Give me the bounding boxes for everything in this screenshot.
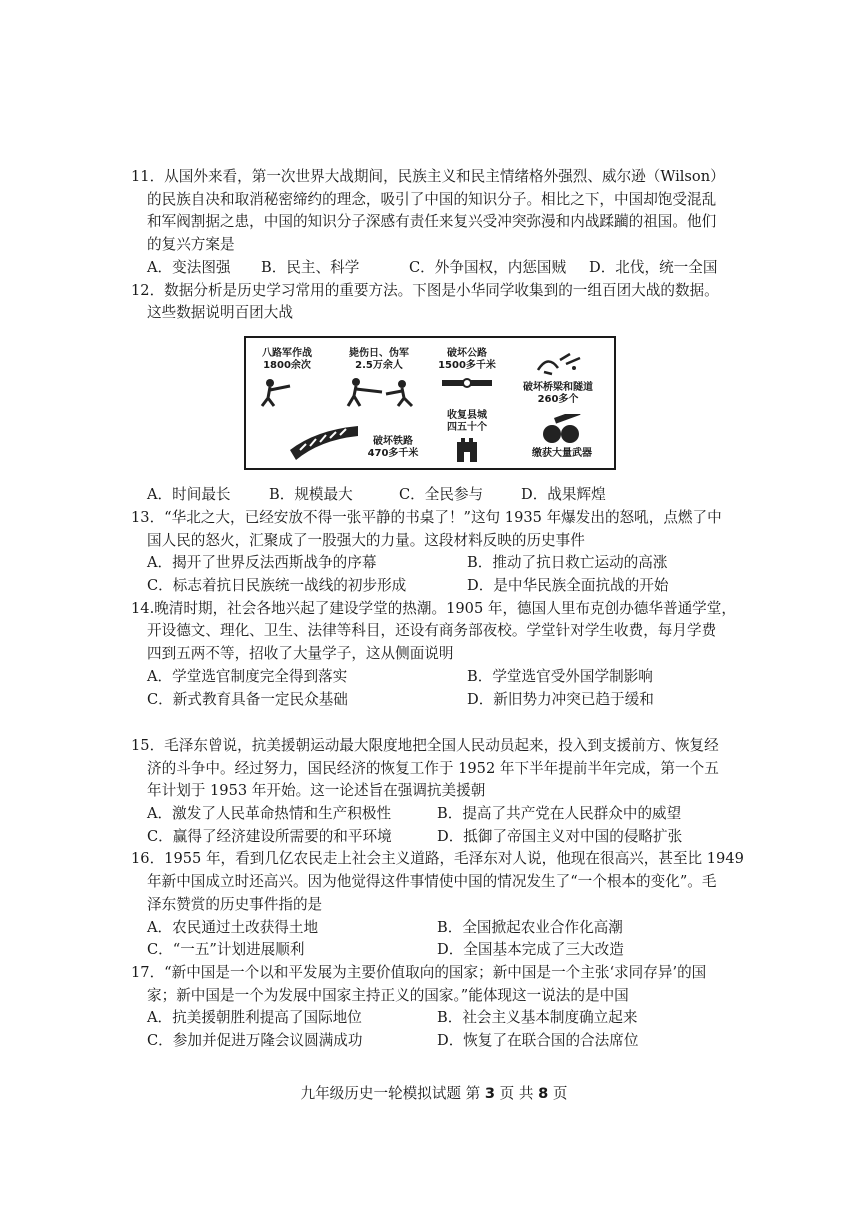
figure-label: [432, 410, 502, 434]
question-stem-line: 14.晚清时期，社会各地兴起了建设学堂的热潮。1905 年，德国人里布克创办德华普通学堂，: [131, 599, 736, 617]
tower-icon: [456, 438, 478, 462]
figure-label: [432, 348, 502, 372]
figure-item-title: 破坏铁路: [373, 436, 413, 447]
option-a[interactable]: A．时间最长: [147, 486, 231, 503]
figure-label: [358, 436, 428, 460]
question-stem-line: 15．毛泽东曾说，抗美援朝运动最大限度地把全国人民动员起来，投入到支援前方、恢复经: [131, 737, 719, 754]
option-c[interactable]: C．全民参与: [399, 486, 484, 503]
figure-item-title: 收复县城: [447, 410, 487, 421]
figure-label: [334, 348, 424, 372]
footer-total-pages: 8: [538, 1085, 549, 1102]
options-row: [131, 917, 741, 940]
figure-item-value: 四五十个: [447, 422, 487, 433]
footer-page-number: 3: [484, 1085, 496, 1102]
option-d[interactable]: D．新旧势力冲突已趋于缓和: [467, 690, 654, 708]
option-a[interactable]: A．抗美援朝胜利提高了国际地位: [147, 1009, 362, 1027]
option-d[interactable]: D．北伐，统一全国: [589, 258, 718, 276]
option-a[interactable]: A．激发了人民革命热情和生产积极性: [147, 805, 392, 823]
options-row: [131, 939, 741, 962]
question-stem-line: 泽东赞赏的历史事件指的是: [147, 895, 323, 913]
figure-item-title: 破坏公路: [447, 348, 487, 359]
option-a[interactable]: A．揭开了世界反法西斯战争的序幕: [147, 554, 377, 572]
figure-label: [514, 448, 610, 460]
option-b[interactable]: B．学堂选官受外国学制影响: [467, 667, 653, 685]
option-b[interactable]: B．提高了共产党在人民群众中的威望: [437, 805, 682, 823]
option-d[interactable]: D．是中华民族全面抗战的开始: [467, 577, 669, 595]
question-stem-line: 四到五两不等，招收了大量学子，这从侧面说明: [147, 645, 454, 663]
option-b[interactable]: B．社会主义基本制度确立起来: [437, 1009, 638, 1027]
figure-item-title: 缴获大量武器: [532, 448, 592, 459]
footer-suffix: 页: [548, 1085, 568, 1102]
question-stem-line: 济的斗争中。经过努力，国民经济的恢复工作于 1952 年下半年提前半年完成，第一个五: [147, 759, 719, 777]
option-a[interactable]: A．学堂选官制度完全得到落实: [147, 667, 348, 685]
option-c[interactable]: C．参加并促进万隆会议圆满成功: [147, 1032, 363, 1050]
figure-item-value: 260多个: [537, 394, 579, 405]
footer-prefix: 九年级历史一轮模拟试题 第: [300, 1085, 485, 1102]
question-stem-line: 年计划于 1953 年开始。这一论述旨在强调抗美援朝: [147, 782, 486, 800]
option-d[interactable]: D．战果辉煌: [521, 486, 606, 503]
figure-label: [252, 348, 322, 372]
option-b[interactable]: B．规模最大: [269, 486, 353, 503]
option-c[interactable]: C．“一五”计划进展顺利: [147, 941, 305, 959]
options-row: [131, 689, 741, 712]
figure-item-value: 1500多千米: [438, 360, 496, 371]
option-b[interactable]: B．推动了抗日救亡运动的高涨: [467, 554, 668, 572]
options-row: [131, 552, 741, 575]
figure-item-title: 破坏桥梁和隧道: [523, 382, 593, 393]
option-a[interactable]: A．农民通过土改获得土地: [147, 918, 319, 936]
soldier-icon: [258, 376, 298, 408]
figure-item-value: 1800余次: [263, 360, 311, 371]
footer-middle: 页 共: [495, 1085, 539, 1102]
options-row: [131, 257, 741, 280]
option-d[interactable]: D．恢复了在联合国的合法席位: [437, 1032, 639, 1050]
option-b[interactable]: B．全国掀起农业合作化高潮: [437, 918, 623, 936]
options-row: [131, 803, 741, 826]
figure-item-title: 毙伤日、伪军: [349, 348, 409, 359]
question-stem-line: 的民族自决和取消秘密缔约的理念，吸引了中国的知识分子。相比之下，中国却饱受混乱: [147, 190, 717, 208]
option-b[interactable]: B．民主、科学: [261, 258, 360, 276]
question-stem-line: 12．数据分析是历史学习常用的重要方法。下图是小华同学收集到的一组百团大战的数据。: [131, 281, 719, 299]
road-icon: [442, 376, 492, 390]
question-stem-line: 17．“新中国是一个以和平发展为主要价值取向的国家；新中国是一个主张‘求同存异’的国: [131, 963, 707, 981]
option-d[interactable]: D．抵御了帝国主义对中国的侵略扩张: [437, 827, 683, 845]
cannon-icon: [536, 414, 586, 444]
options-row: [131, 1030, 741, 1053]
options-row: [131, 826, 741, 849]
combat-icon: [342, 376, 422, 408]
question-stem-line: 13．“华北之大，已经安放不得一张平静的书桌了！”这句 1935 年爆发出的怒吼，点燃了中: [131, 509, 722, 526]
question-stem-line: 11．从国外来看，第一次世界大战期间，民族主义和民主情绪格外强烈、威尔逊（Wilson）: [131, 168, 725, 185]
question-stem-line: 的复兴方案是: [147, 236, 235, 254]
railway-icon: [286, 420, 362, 462]
question-13: [131, 507, 741, 711]
question-12-options: [131, 484, 741, 507]
figure-item-value: 470多千米: [367, 448, 419, 459]
question-11: [131, 166, 741, 325]
options-row: [131, 1007, 741, 1030]
option-c[interactable]: C．外争国权，内惩国贼: [409, 258, 567, 276]
question-stem-line: 和军阀割据之患，中国的知识分子深感有责任来复兴受冲突弥漫和内战蹂躏的祖国。他们: [147, 213, 717, 231]
question-stem-line: 16．1955 年，看到几亿农民走上社会主义道路，毛泽东对人说，他现在很高兴，甚至比 1949: [131, 850, 744, 868]
options-row: [131, 666, 741, 689]
question-stem-line: 国人民的怒火，汇聚成了一股强大的力量。这段材料反映的历史事件: [147, 531, 585, 549]
question-stem-line: 家；新中国是一个为发展中国家主持正义的国家。”能体现这一说法的是中国: [147, 986, 629, 1004]
figure-item-value: 2.5万余人: [355, 360, 403, 371]
figure-label: [508, 382, 608, 406]
question-stem-line: 年新中国成立时还高兴。因为他觉得这件事情使中国的情况发生了“一个根本的变化”。毛: [147, 873, 717, 891]
question-stem-line: 这些数据说明百团大战: [147, 304, 293, 322]
option-c[interactable]: C．新式教育具备一定民众基础: [147, 690, 348, 708]
option-c[interactable]: C．标志着抗日民族统一战线的初步形成: [147, 577, 407, 595]
hundred-regiments-figure: [244, 336, 616, 470]
question-stem-line: 开设德文、理化、卫生、法律等科目，还设有商务部夜校。学堂针对学生收费，每月学费: [147, 622, 717, 640]
option-c[interactable]: C．赢得了经济建设所需要的和平环境: [147, 827, 392, 845]
question-15: [131, 735, 744, 1053]
option-a[interactable]: A．变法图强: [147, 258, 231, 276]
figure-item-title: 八路军作战: [262, 348, 312, 359]
options-row: [131, 484, 741, 507]
bridge-icon: [536, 350, 582, 376]
options-row: [131, 575, 741, 598]
option-d[interactable]: D．全国基本完成了三大改造: [437, 941, 624, 959]
page-footer: [0, 1082, 868, 1103]
